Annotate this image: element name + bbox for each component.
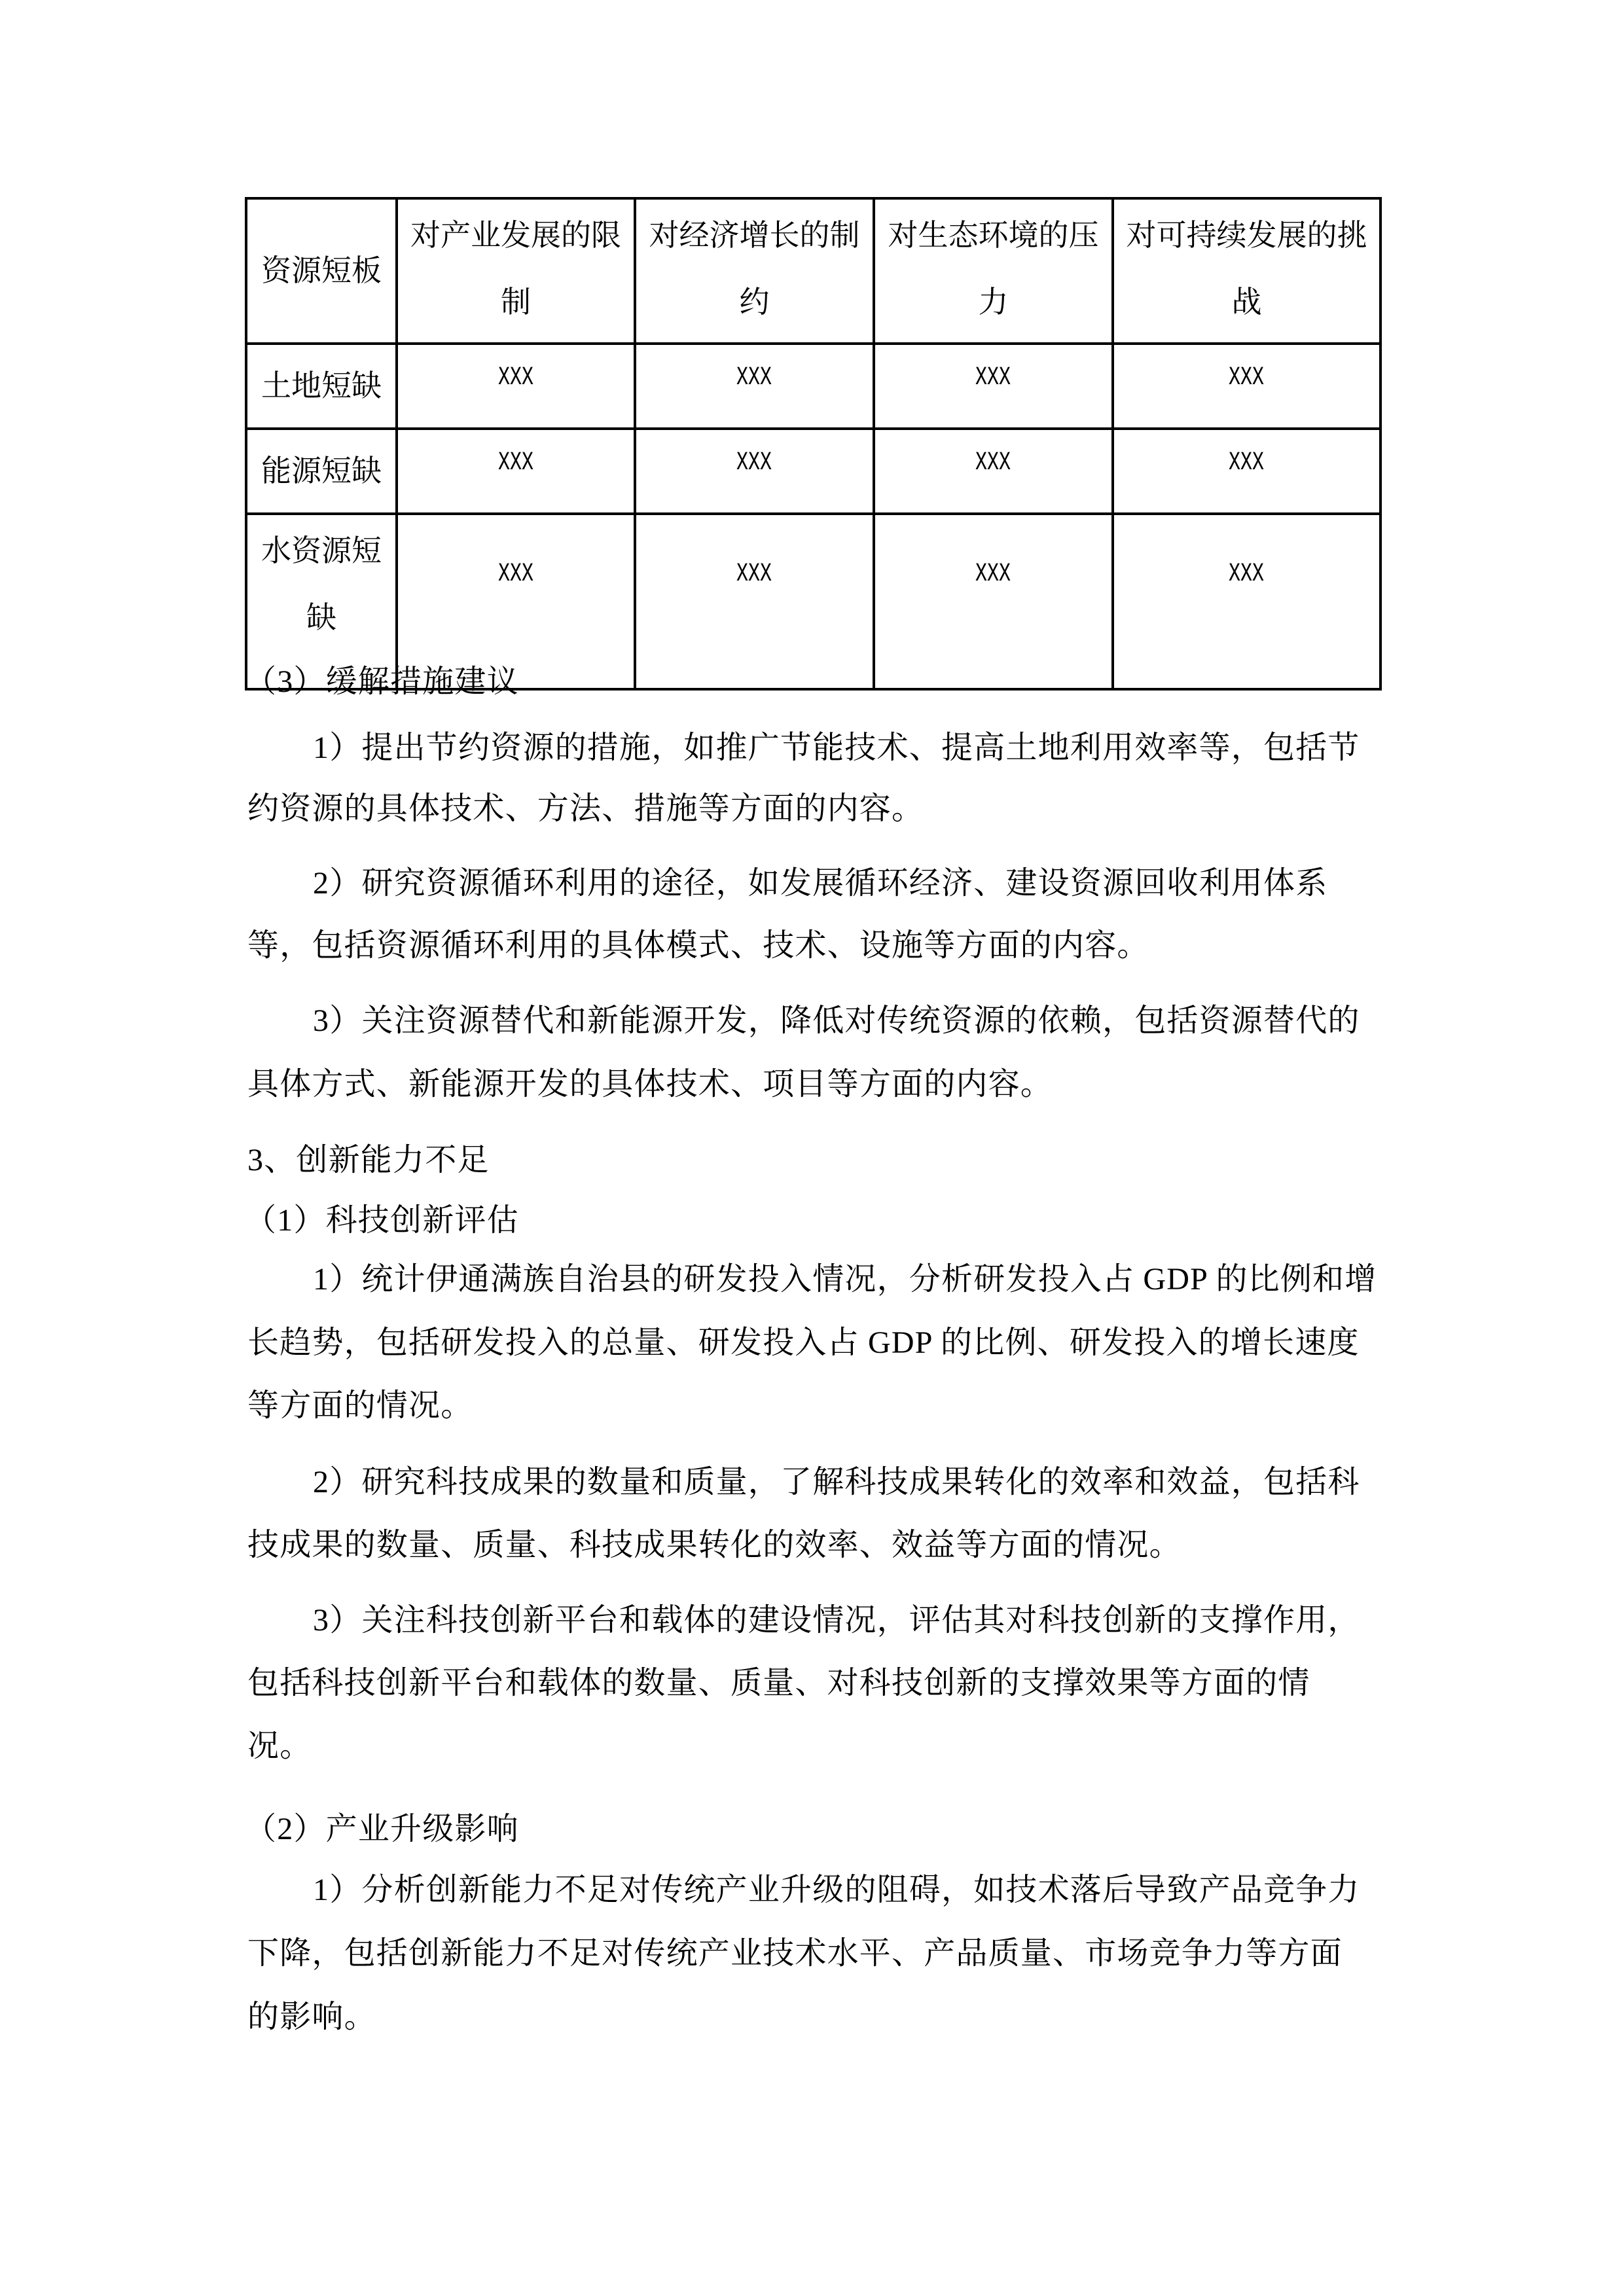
row-label-line2: 缺: [306, 601, 336, 634]
header-cell-industry-limit: [397, 198, 635, 344]
cell-value: XXX: [975, 560, 1011, 589]
paragraph-line: 等，包括资源循环利用的具体模式、技术、设施等方面的内容。: [247, 928, 1149, 963]
table-row: [246, 344, 1380, 429]
table-cell: [635, 429, 874, 514]
paragraph-line: 长趋势，包括研发投入的总量、研发投入占 GDP 的比例、研发投入的增长速度: [247, 1325, 1360, 1360]
cell-value: XXX: [1229, 363, 1265, 393]
header-text-line2: 力: [978, 285, 1009, 319]
paragraph-line: 等方面的情况。: [247, 1388, 473, 1423]
resource-shortage-table: [245, 197, 1382, 691]
table-header-row: [246, 198, 1380, 344]
table-cell: [1113, 429, 1380, 514]
header-text-line1: 对生态环境的压: [888, 219, 1099, 252]
header-text-line2: 约: [739, 285, 770, 319]
paragraph-line: 具体方式、新能源开发的具体技术、项目等方面的内容。: [247, 1067, 1053, 1102]
cell-value: XXX: [1229, 448, 1265, 478]
heading-industrial-upgrade-impact: （2）产业升级影响: [245, 1812, 519, 1846]
paragraph-line: 2）研究资源循环利用的途径，如发展循环经济、建设资源回收利用体系: [313, 866, 1328, 901]
cell-value: XXX: [975, 448, 1011, 478]
table-cell: [635, 344, 874, 429]
header-cell-economy-constraint: [635, 198, 874, 344]
header-text-line2: 制: [501, 285, 531, 319]
cell-value: XXX: [736, 560, 772, 589]
cell-value: XXX: [975, 363, 1011, 393]
paragraph-line: 3）关注资源替代和新能源开发，降低对传统资源的依赖，包括资源替代的: [313, 1003, 1360, 1038]
row-label-energy: 能源短缺: [246, 429, 397, 514]
paragraph-line: 3）关注科技创新平台和载体的建设情况，评估其对科技创新的支撑作用，: [313, 1603, 1360, 1638]
row-label-land: 土地短缺: [246, 344, 397, 429]
cell-value: XXX: [736, 363, 772, 393]
paragraph-line: 1）统计伊通满族自治县的研发投入情况，分析研发投入占 GDP 的比例和增: [313, 1262, 1377, 1297]
paragraph-line: 1）分析创新能力不足对传统产业升级的阻碍，如技术落后导致产品竞争力: [313, 1873, 1360, 1907]
header-cell-sustainability-challenge: [1113, 198, 1380, 344]
paragraph-line: 况。: [247, 1729, 312, 1763]
header-text-line1: 对产业发展的限: [410, 219, 621, 252]
cell-value: XXX: [736, 448, 772, 478]
table-row: [246, 429, 1380, 514]
paragraph-line: 2）研究科技成果的数量和质量，了解科技成果转化的效率和效益，包括科: [313, 1465, 1360, 1499]
table-cell: [397, 344, 635, 429]
heading-mitigation-suggestions: （3）缓解措施建议: [245, 664, 519, 699]
cell-value: XXX: [497, 560, 533, 589]
table-cell: [635, 514, 874, 689]
header-text-line2: 战: [1231, 285, 1262, 319]
table-cell: [874, 514, 1113, 689]
heading-innovation-insufficient: 3、创新能力不足: [247, 1143, 490, 1177]
header-text-line1: 对经济增长的制: [649, 219, 860, 252]
table-cell: [397, 429, 635, 514]
paragraph-line: 技成果的数量、质量、科技成果转化的效率、效益等方面的情况。: [247, 1528, 1182, 1562]
table-cell: [874, 429, 1113, 514]
table-cell: [1113, 514, 1380, 689]
cell-value: XXX: [497, 448, 533, 478]
header-text-line1: 对可持续发展的挑: [1126, 219, 1367, 252]
paragraph-line: 1）提出节约资源的措施，如推广节能技术、提高土地利用效率等，包括节: [313, 730, 1360, 765]
paragraph-line: 包括科技创新平台和载体的数量、质量、对科技创新的支撑效果等方面的情: [247, 1666, 1310, 1700]
paragraph-line: 下降，包括创新能力不足对传统产业技术水平、产品质量、市场竞争力等方面: [247, 1936, 1343, 1971]
table-cell: [1113, 344, 1380, 429]
paragraph-line: 的影响。: [247, 2000, 376, 2034]
table-cell: [874, 344, 1113, 429]
heading-tech-innovation-assessment: （1）科技创新评估: [245, 1203, 519, 1238]
cell-value: XXX: [497, 363, 533, 393]
cell-value: XXX: [1229, 560, 1265, 589]
header-text: 资源短板: [261, 254, 382, 287]
paragraph-line: 约资源的具体技术、方法、措施等方面的内容。: [247, 791, 924, 826]
header-cell-ecology-pressure: [874, 198, 1113, 344]
row-label-line1: 水资源短: [261, 534, 382, 567]
header-cell-resource-shortage: [246, 198, 397, 344]
